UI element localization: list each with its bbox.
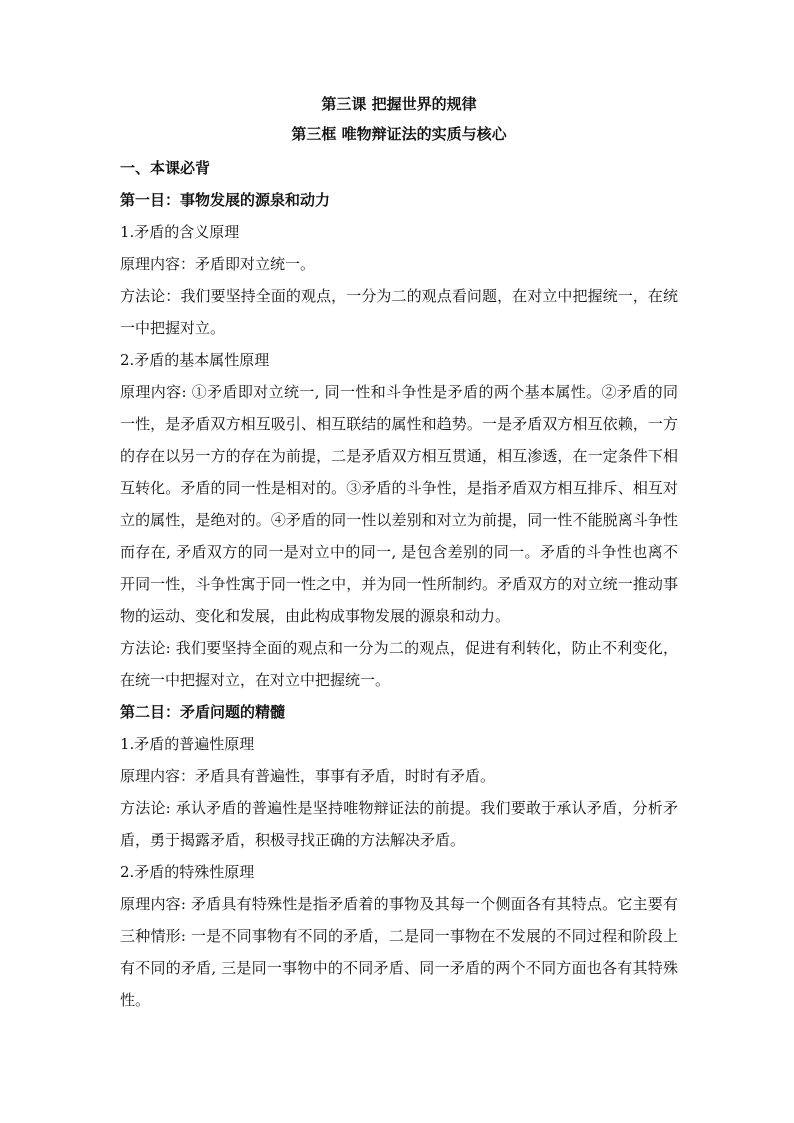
principle-label: 2.矛盾的特殊性原理 <box>120 863 255 881</box>
section-subtitle: 第三框 唯物辩证法的实质与核心 <box>291 125 507 143</box>
methodology-text: 方法论: 我们要坚持全面的观点和一分为二的观点，促进有利转化，防止不利变化，在统一中把握对立，在对立中把握统一。 <box>120 639 678 689</box>
methodology-text: 方法论: 承认矛盾的普遍性是坚持唯物辩证法的前提。我们要敢于承认矛盾，分析矛盾，勇于揭露矛盾，积极寻找正确的方法解决矛盾。 <box>120 799 678 849</box>
principle-content: 原理内容：矛盾具有普遍性，事事有矛盾，时时有矛盾。 <box>120 767 496 785</box>
methodology-text: 方法论：我们要坚持全面的观点，一分为二的观点看问题，在对立中把握统一，在统一中把握对立。 <box>120 287 678 337</box>
principle-content: 原理内容：矛盾即对立统一。 <box>120 255 316 273</box>
principle-label: 1.矛盾的含义原理 <box>120 223 240 241</box>
principle-label: 2.矛盾的基本属性原理 <box>120 351 270 369</box>
lesson-title: 第三课 把握世界的规律 <box>321 95 477 113</box>
principle-label: 1.矛盾的普遍性原理 <box>120 735 255 753</box>
section-heading: 一、本课必背 <box>120 159 211 177</box>
principle-content: 原理内容: 矛盾具有特殊性是指矛盾着的事物及其每一个侧面各有其特点。它主要有三种情形: 一是不同事物有不同的矛盾，二是同一事物在不发展的不同过程和阶段上有不同的矛盾, 三是同一事物中的不同矛盾、同一矛盾的两个不同方面也各有其特殊性。 <box>120 895 678 1009</box>
part1-heading: 第一目：事物发展的源泉和动力 <box>120 191 331 209</box>
principle-content: 原理内容: ①矛盾即对立统一, 同一性和斗争性是矛盾的两个基本属性。②矛盾的同一性，是矛盾双方相互吸引、相互联结的属性和趋势。一是矛盾双方相互依赖，一方的存在以另一方的存在为前提，二是矛盾双方相互贯通，相互渗透，在一定条件下相互转化。矛盾的同一性是相对的。③矛盾的斗争性，是指矛盾双方相互排斥、相互对立的属性，是绝对的。④矛盾的同一性以差别和对立为前提，同一性不能脱离斗争性而存在, 矛盾双方的同一是对立中的同一, 是包含差别的同一。矛盾的斗争性也离不开同一性，斗争性寓于同一性之中，并为同一性所制约。矛盾双方的对立统一推动事物的运动、变化和发展，由此构成事物发展的源泉和动力。 <box>120 383 678 625</box>
part2-heading: 第二目：矛盾问题的精髓 <box>120 703 286 721</box>
document-page <box>120 94 678 1016</box>
